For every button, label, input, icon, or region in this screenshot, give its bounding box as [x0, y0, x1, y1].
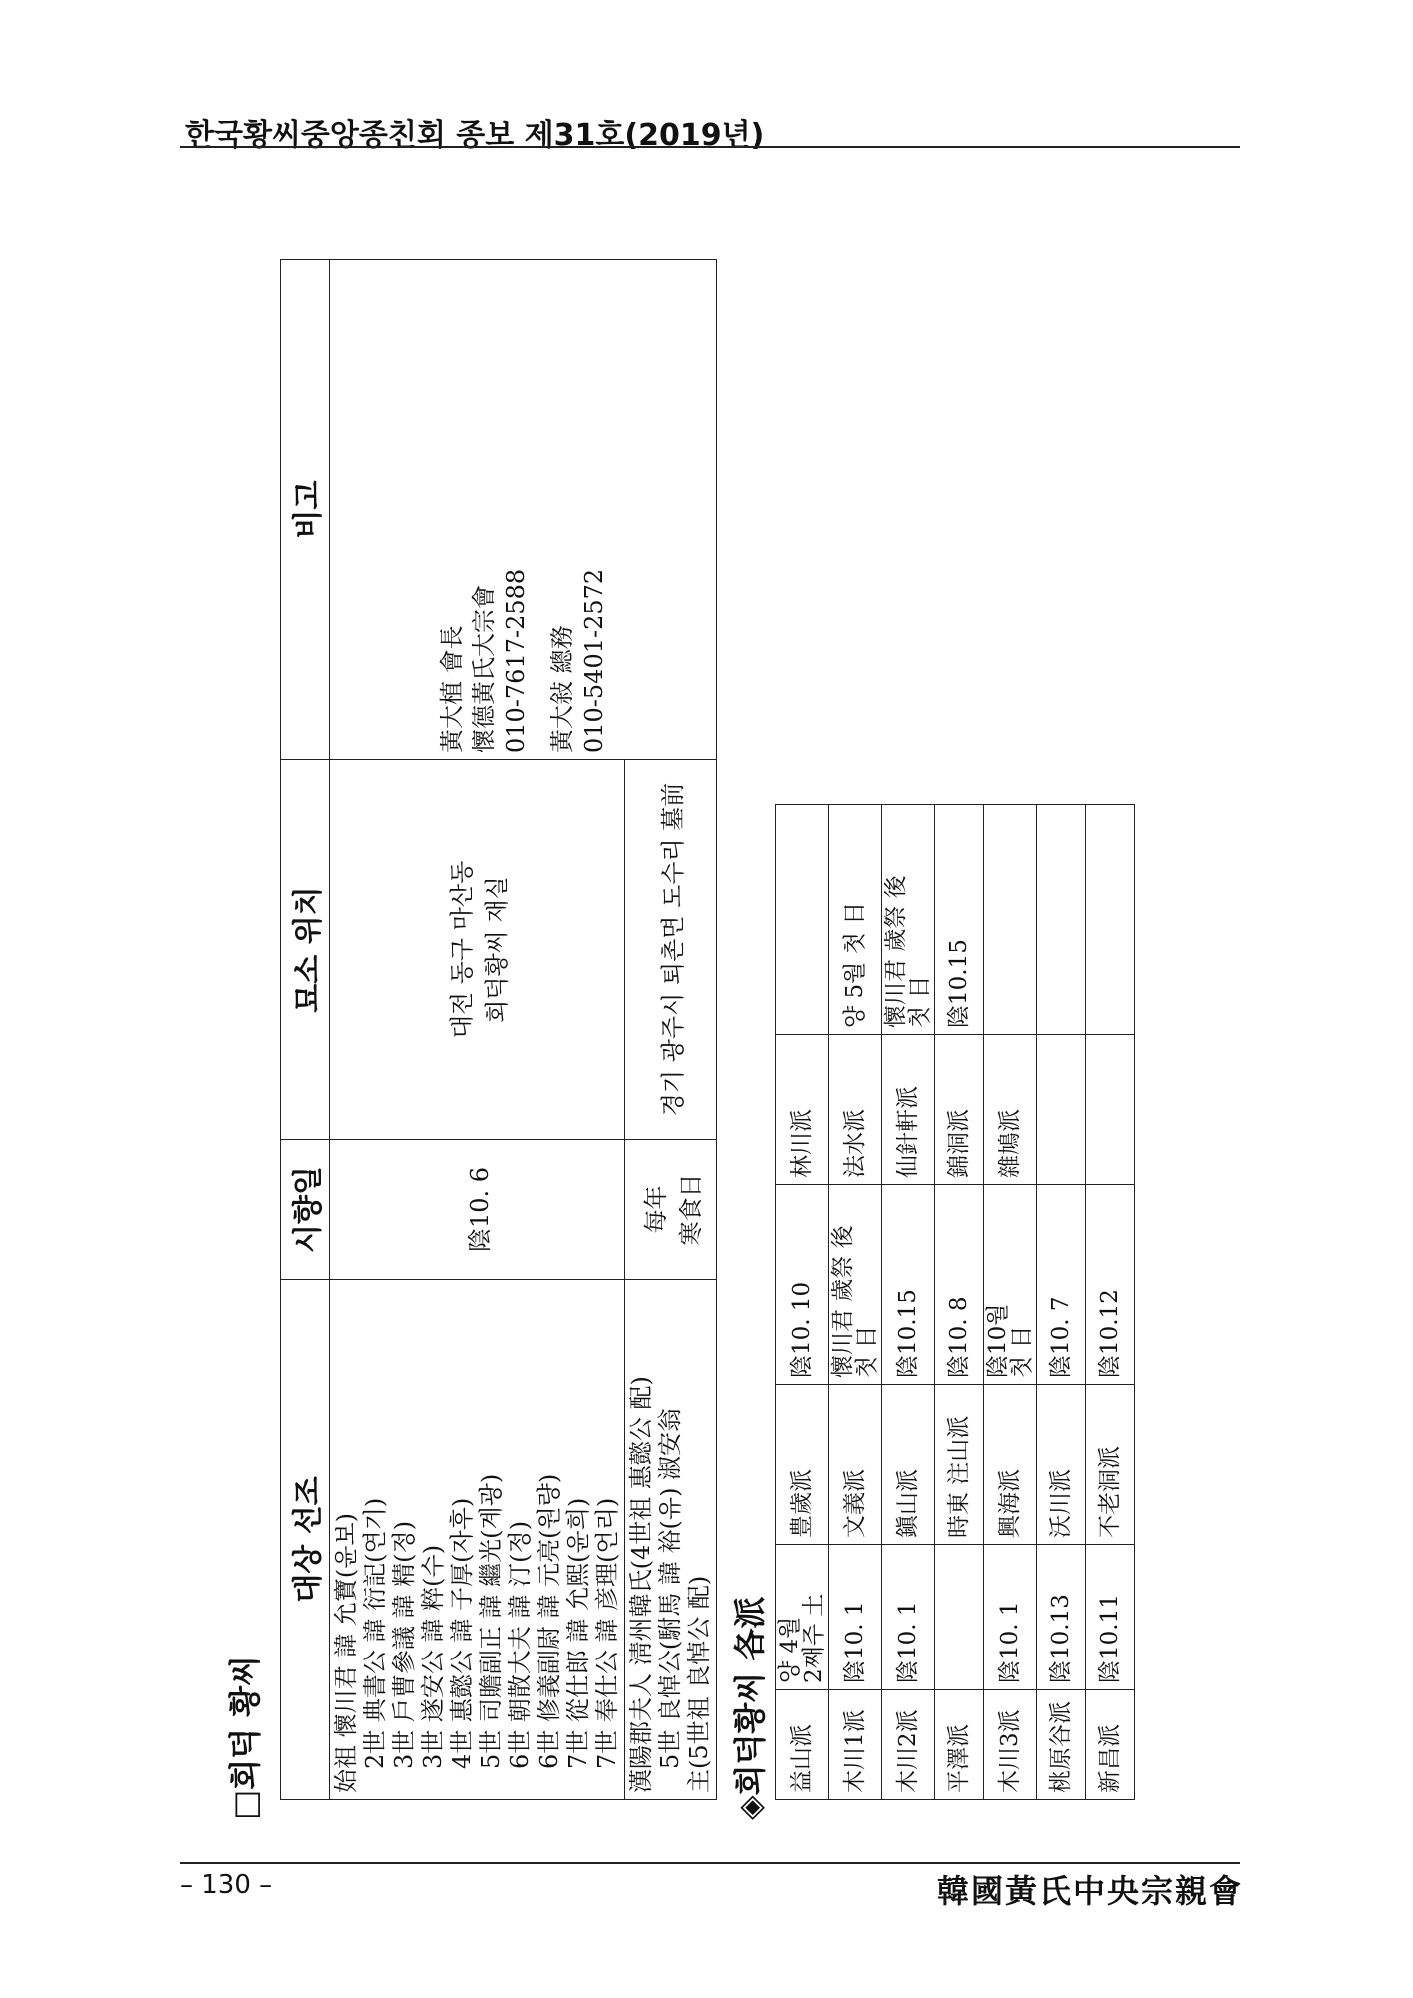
- branch-date: 陰10. 7: [1037, 1185, 1086, 1385]
- ancestor-line: 漢陽郡夫人 淸州韓氏(4世祖 惠懿公 配): [627, 1376, 655, 1793]
- branch-row: [1086, 805, 1135, 1800]
- branch-name: 文義派: [829, 1385, 882, 1545]
- branch-row: [935, 805, 984, 1800]
- header-title: 한국황씨중앙종친회 종보 제31호(2019년): [185, 118, 765, 153]
- branch-name: 木川2派: [882, 1690, 935, 1800]
- branch-name: 法水派: [829, 1035, 882, 1185]
- note-line: 黃大敍 總務: [548, 625, 576, 753]
- branch-name: 林川派: [776, 1035, 829, 1185]
- branch-date: 陰10.15: [935, 805, 984, 1035]
- branch-date: 陰10. 8: [935, 1185, 984, 1385]
- branch-date: 陰10. 1: [882, 1545, 935, 1690]
- branch-date: 陰10.15: [882, 1185, 935, 1385]
- grave-location: 경기 광주시 퇴촌면 도수리 墓前: [625, 760, 717, 1140]
- branch-name: 豊歲派: [776, 1385, 829, 1545]
- branch-row: [829, 805, 882, 1800]
- note-line: 010-7617-2588: [502, 568, 530, 753]
- hoedeok-table: [280, 259, 717, 1800]
- col-header-location: 묘소 위치: [281, 760, 330, 1140]
- branch-date: 陰10. 10: [776, 1185, 829, 1385]
- branch-name: 錦洞派: [935, 1035, 984, 1185]
- memorial-date: [625, 1140, 717, 1280]
- ancestor-list: [330, 1280, 625, 1800]
- ancestor-line: 3世 戶曹參議 諱 精(정): [390, 1520, 418, 1769]
- branch-name: 鎭山派: [882, 1385, 935, 1545]
- grave-location: [330, 760, 625, 1140]
- branch-date: 陰10. 1: [829, 1545, 882, 1690]
- ancestor-line: 2世 典書公 諱 衍記(연기): [361, 1497, 389, 1769]
- branches-body: [776, 805, 1135, 1800]
- col-header-note: 비고: [281, 260, 330, 760]
- branch-date: 陰10. 1: [984, 1545, 1037, 1690]
- col-header-date: 시향일: [281, 1140, 330, 1280]
- ancestor-line: 6世 朝散大夫 諱 汀(정): [506, 1520, 534, 1769]
- branch-row: [1037, 805, 1086, 1800]
- branch-row: [882, 805, 935, 1800]
- branch-name: 新昌派: [1086, 1690, 1135, 1800]
- branch-date: 懷川君 歲祭 後 첫 日: [882, 805, 935, 1035]
- branch-row: [984, 805, 1037, 1800]
- ancestor-line: 5世 司贍副正 諱 繼光(계광): [477, 1473, 505, 1769]
- branch-date: [984, 805, 1037, 1035]
- ancestor-line: 6世 修義副尉 諱 元亮(원량): [535, 1473, 563, 1769]
- ancestor-line: 7世 從仕郎 諱 允熙(윤희): [564, 1497, 592, 1769]
- branch-date: 陰10.12: [1086, 1185, 1135, 1385]
- note-line: 黃大植 會長: [438, 625, 466, 753]
- branch-name: 木川3派: [984, 1690, 1037, 1800]
- section2-title: ◈회덕황씨 各派: [731, 1596, 769, 1820]
- branch-date: [776, 805, 829, 1035]
- date-line: 寒食日: [676, 1173, 705, 1246]
- branch-name: [1086, 1035, 1135, 1185]
- branch-name: 沃川派: [1037, 1385, 1086, 1545]
- ancestor-line: 7世 奉仕公 諱 彦理(언리): [593, 1497, 621, 1769]
- date-line: 每年: [641, 1185, 670, 1234]
- branch-name: 不老洞派: [1086, 1385, 1135, 1545]
- ancestor-line: 3世 遂安公 諱 粹(수): [419, 1544, 447, 1769]
- header-rule: [180, 146, 1240, 148]
- note-line: 懷德黃氏大宗會: [470, 585, 498, 753]
- branch-name: 桃原谷派: [1037, 1690, 1086, 1800]
- location-line: 대전 동구 마산동: [448, 860, 476, 1039]
- branch-row: [776, 805, 829, 1800]
- branch-date: 陰10.11: [1086, 1545, 1135, 1690]
- note-line: [532, 266, 546, 753]
- branch-date: [935, 1545, 984, 1690]
- branch-date: 양 4월 2째주 土: [776, 1545, 829, 1690]
- ancestor-line: 始祖 懷川君 諱 允寶(윤보): [332, 1513, 360, 1793]
- branch-date: 陰10.13: [1037, 1545, 1086, 1690]
- branch-name: [1037, 1035, 1086, 1185]
- footer-rule: [180, 1862, 1240, 1864]
- branch-date: [1037, 805, 1086, 1035]
- branch-name: 平澤派: [935, 1690, 984, 1800]
- branches-table: [775, 804, 1135, 1800]
- ancestor-line: 主(5世祖 良悼公 配): [685, 1575, 713, 1793]
- col-header-ancestor: 대상 선조: [281, 1280, 330, 1800]
- section1-title: □회덕 황씨: [226, 1654, 264, 1820]
- branch-date: 양 5월 첫 日: [829, 805, 882, 1035]
- location-line: 회덕황씨 재실: [483, 876, 511, 1023]
- note-cell: [330, 260, 717, 760]
- memorial-date: 陰10. 6: [330, 1140, 625, 1280]
- branch-name: 雜鳩派: [984, 1035, 1037, 1185]
- ancestor-line: 5世 良悼公(駙馬 諱 裕(유) 淑安翁: [656, 1407, 684, 1769]
- branch-date: [1086, 805, 1135, 1035]
- branch-name: 時東 注山派: [935, 1385, 984, 1545]
- rotated-content: [200, 200, 1220, 1860]
- branch-date: 懷川君 歲祭 後 첫 日: [829, 1185, 882, 1385]
- branch-name: 木川1派: [829, 1690, 882, 1800]
- ancestor-list: [625, 1280, 717, 1800]
- ancestor-line: 4世 惠懿公 諱 子厚(자후): [448, 1497, 476, 1769]
- note-line: 010-5401-2572: [580, 568, 608, 753]
- branch-name: 益山派: [776, 1690, 829, 1800]
- footer-org: 韓國黃氏中央宗親會: [936, 1872, 1243, 1910]
- page-number: – 130 –: [180, 1870, 273, 1900]
- branch-date: 陰10월 첫 日: [984, 1185, 1037, 1385]
- branch-name: 興海派: [984, 1385, 1037, 1545]
- branch-name: 仙針軒派: [882, 1035, 935, 1185]
